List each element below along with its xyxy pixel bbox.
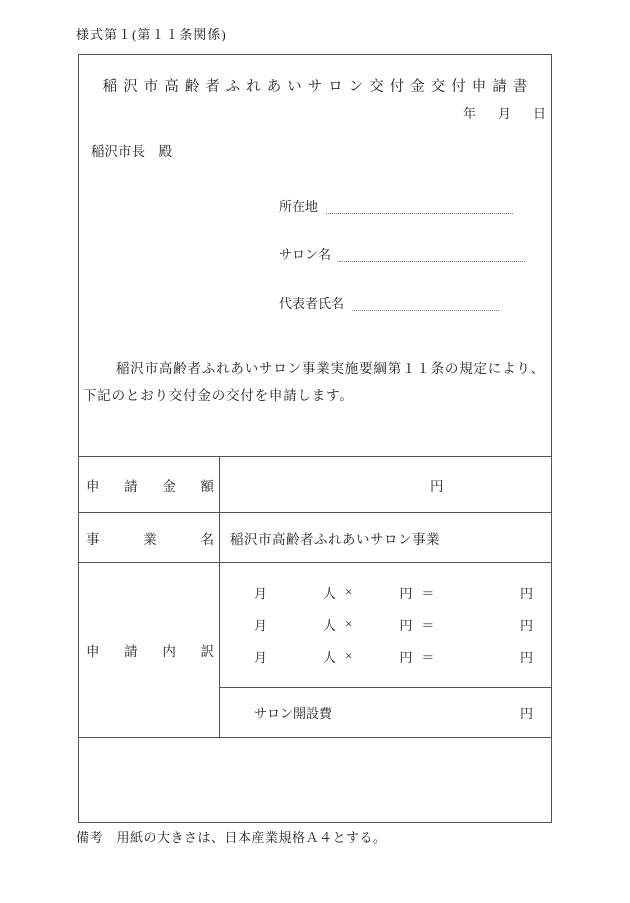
field-representative-label: 代表者氏名: [279, 296, 345, 311]
field-representative: [279, 293, 499, 312]
detail-month-label: 月: [254, 649, 268, 665]
breakdown-detail-line: [220, 640, 551, 672]
opening-cost-row: [220, 688, 551, 737]
body-line1: 稲沢市高齢者ふれあいサロン事業実施要綱第１１条の規定により、: [116, 361, 545, 376]
detail-people-label: 人: [323, 649, 337, 665]
project-row-label: 事 業 名: [86, 531, 214, 547]
application-form-box: [78, 54, 552, 823]
amount-cell: [220, 457, 551, 512]
detail-total-yen-label: 円: [519, 585, 533, 601]
project-row-header: [79, 513, 220, 562]
field-location-label: 所在地: [279, 199, 319, 214]
field-location: [279, 196, 513, 215]
opening-cost-label: サロン開設費: [254, 705, 333, 721]
multiply-sign: ×: [345, 584, 353, 599]
breakdown-detail-block: [220, 563, 551, 688]
body-paragraph: [83, 355, 545, 409]
table-row-project: [79, 512, 551, 562]
detail-yen-label: 円: [399, 585, 413, 601]
detail-total-yen-label: 円: [519, 649, 533, 665]
breakdown-detail-line: [220, 608, 551, 640]
project-cell: [220, 513, 551, 562]
addressee: 稲沢市長 殿: [91, 144, 172, 159]
field-salon-name-fill-line: [339, 249, 525, 262]
remarks-note: 備考 用紙の大きさは、日本産業規格Ａ４とする。: [76, 830, 387, 845]
table-row-empty: [79, 737, 551, 822]
field-location-fill-line: [326, 201, 513, 214]
breakdown-cell: [220, 563, 551, 737]
amount-unit-label: 円: [430, 478, 444, 494]
amount-row-header: [79, 457, 220, 512]
date-day-label: 日: [532, 106, 546, 121]
date-line: [463, 103, 546, 122]
body-line2: 下記のとおり交付金の交付を申請します。: [83, 388, 354, 403]
equals-sign: ＝: [421, 649, 435, 665]
field-salon-name-label: サロン名: [279, 247, 332, 262]
field-salon-name: [279, 244, 525, 263]
breakdown-detail-line: [220, 576, 551, 608]
detail-yen-label: 円: [399, 649, 413, 665]
equals-sign: ＝: [421, 617, 435, 633]
opening-cost-unit-label: 円: [519, 705, 533, 721]
table-row-breakdown: [79, 562, 551, 737]
date-month-label: 月: [497, 106, 511, 121]
amount-row-label: 申 請 金 額: [86, 478, 214, 494]
detail-month-label: 月: [254, 585, 268, 601]
detail-yen-label: 円: [399, 617, 413, 633]
field-representative-fill-line: [352, 298, 499, 311]
breakdown-row-header: [79, 563, 220, 737]
date-year-label: 年: [462, 106, 476, 121]
detail-people-label: 人: [323, 617, 337, 633]
table-row-amount: [79, 456, 551, 512]
breakdown-row-label: 申 請 内 訳: [86, 644, 214, 659]
multiply-sign: ×: [345, 648, 353, 663]
detail-month-label: 月: [254, 617, 268, 633]
form-number-label: 様式第１(第１１条関係): [76, 27, 227, 42]
detail-total-yen-label: 円: [519, 617, 533, 633]
document-title: 稲沢市高齢者ふれあいサロン交付金交付申請書: [102, 79, 534, 95]
equals-sign: ＝: [421, 585, 435, 601]
multiply-sign: ×: [345, 616, 353, 631]
form-upper-section: [79, 55, 551, 456]
project-name-value: 稲沢市高齢者ふれあいサロン事業: [230, 531, 440, 547]
detail-people-label: 人: [323, 585, 337, 601]
